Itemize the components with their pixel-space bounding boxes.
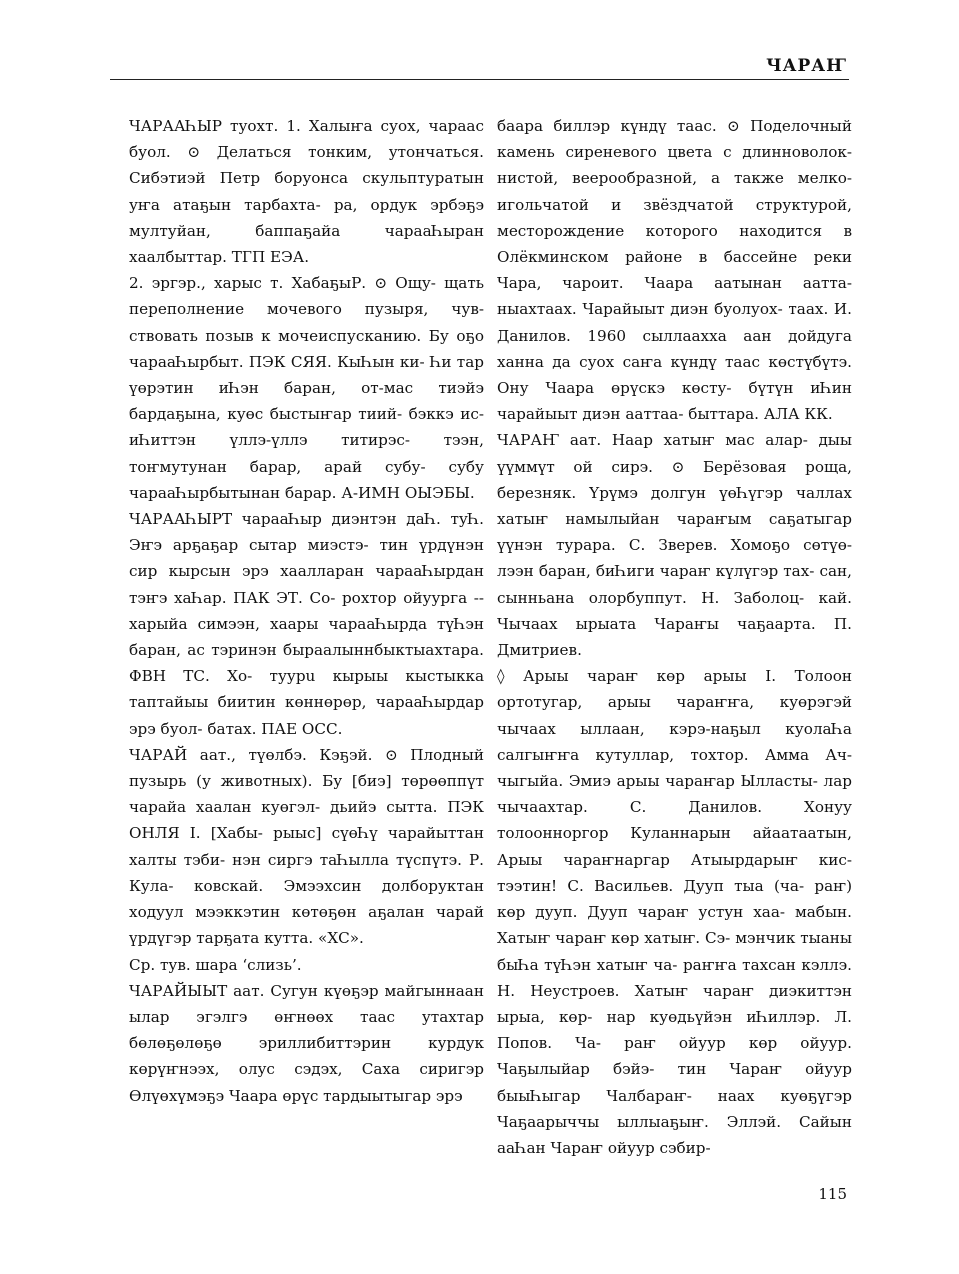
right-column: [497, 113, 852, 1161]
entry-paragraph: ЧАРАҤ аат. Наар хатыҥ мас алар- дыы үүммүт ой сирэ. ⊙ Берёзовая роща, березняк. Үрүмэ долгун үөҺүгэр чаллах хатыҥ намылыйан чараҥым саҕатыгар үүнэн турара. С. Зверев. Хомоҕо сөтүө- лээн баран, биҺиги чараҥ күлүгэр тах- сан, сынньана олорбуппут. Н. Заболоц- кай. Чычаах ырыата Чараҥы чаҕаарта. П. Дмитриев.: [497, 431, 852, 660]
left-column: [129, 113, 484, 1109]
entry-paragraph: баара биллэр күндү таас. ⊙ Поделочный камень сиреневого цвета с длинноволок- нистой, веерообразной, а также мелко- игольчатой и звёздчатой структурой, месторождение которого находится в Олёкминском районе в бассейне реки Чара, чароит. Чаара аатынан аатта- ныахтаах. Чарайыыт диэн буолуох- таах. И. Данилов. 1960 сыллааххa аан дойдуга ханна да суох саҥа күндү таас көстүбүтэ. Ону Чаара өрүскэ көсту- бүтүн иҺин чарайыыт диэн ааттаа- быттара. АЛА КК.: [497, 117, 852, 424]
entry-paragraph: 2. эргэр., харыс т. ХабаҕыР. ⊙ Ощу- щать переполнение мочевого пузыря, чув- ствовать позыв к мочеиспусканию. Бу оҕо чарааҺырбыт. ПЭК СЯЯ. КыҺын ки- Һи тар үөрэтин иҺэн баран, от-мас тиэйэ бардаҕына, куөс быстыҥар тиий- бэккэ ис-иҺиттэн үллэ-үллэ титирэс- тээн, тоҥмутунан барар, арай субу- субу чарааҺырбытынан барар. А-ИМН ОЫЭБЫ.: [129, 274, 484, 502]
entry-paragraph: ЧАРАЙ аат., түөлбэ. Кэҕэй. ⊙ Плодный пузырь (у животных). Бу [биэ] төрөөппүт чарайа хаалан куөгэл- дьийэ сытта. ПЭК ОНЛЯ I. [Хабы- рыыс] сүөҺү чарайыттан халты тэби- нэн сиргэ таҺылла түспүтэ. Р. Кула- ковскай. Эмээхсин долборуктан ходуул мээккэтин көтөҕөн аҕалан чарай үрдүгэр тарҕата кутта. «ХС».: [129, 745, 484, 948]
header-rule: [110, 79, 849, 80]
page-number: 115: [818, 1185, 847, 1203]
running-head: ЧАРАҤ: [766, 56, 847, 76]
entry-paragraph: Ср. тув. шара ‘слизь’.: [129, 955, 302, 974]
entry-paragraph: ◊ Арыы чараҥ көр арыы I. Толоон ортотугар, арыы чараҥҥа, куөрэгэй чычаах ыллаан, кэрэ-наҕыл куолаҺа салгыҥҥа кутуллар, тохтор. Амма Ач- чыгыйа. Эмиэ арыы чараҥар Ылласты- лар чычаахтар. С. Данилов. Хонуу толоонноргор Куланнарын айаатаатын, Арыы чараҥнаргар Атыырдарыҥ кис- тээтин! С. Васильев. Дууп тыа (ча- раҥ) көр дууп. Дууп чараҥ устун хаа- мабын. Хатыҥ чараҥ көр хатыҥ. Сэ- мэнчик тыаны быҺа түҺэн хатыҥ ча- раҥҥа тахсан кэллэ. Н. Неустроев. Хатыҥ чараҥ диэкиттэн ырыа, көр- нар куөдьүйэн иҺиллэр. Л. Попов. Ча- раҥ ойуур көр ойуур. Чаҕылыйар бэйэ- тин Чараҥ ойуур быыҺыгар Чалбараҥ- наах куөҕүгэр Чаҕаарыччы ыллыаҕыҥ. Эллэй. Сайын ааҺан Чараҥ ойуур сэбир-: [497, 667, 852, 1157]
entry-paragraph: ЧАРААҺЫР туохт. 1. Халыҥа суох, чараас буол. ⊙ Делаться тонким, утончаться. Сибэтиэй Петр боруонса скульптуратын уҥа атаҕын тарбахта- ра, ордук эрбэҕэ мултуйан, баппаҕайа чарааҺыран хаалбыттар. ТГП ЕЭА.: [129, 117, 484, 267]
entry-paragraph: ЧАРААҺЫРТ чарааҺыр диэнтэн даҺ. туҺ. Эҥэ арҕаҕар сытар миэстэ- тин үрдүнэн сир кырсын эрэ хаалларан чарааҺырдан тэҥэ хаҺар. ПАК ЭТ. Со- рохтор ойуурга -- харыйа симээн, хаары чарааҺырда түҺэн баран, ас тэринэн быраалыннбыктыахтара. ФВН ТС. Хо- туурu кырыы кыстыкка таптайыы биитин көннөрөр, чарааҺырдар эрэ буол- батах. ПАЕ ОСС.: [129, 510, 484, 738]
entry-paragraph: ЧАРАЙЫЫТ аат. Сугун күөҕэр майгыннаан ылар эгэлгэ өҥнөөх таас утахтар бөлөҕөлөҕө эриллибиттэрин курдук көрүҥнээх, олус сэдэх, Саха сиригэр Өлүөхүмэҕэ Чаара өрүс тардыытыгар эрэ: [129, 981, 484, 1105]
